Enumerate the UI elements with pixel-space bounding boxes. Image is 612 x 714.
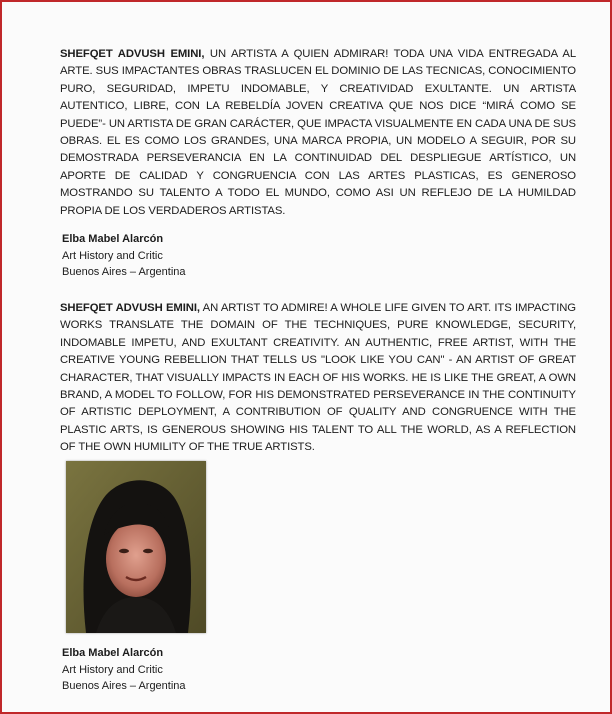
signature-role: Art History and Critic bbox=[62, 663, 163, 676]
spanish-text: UN ARTISTA A QUIEN ADMIRAR! TODA UNA VIDA ENTREGADA AL ARTE. SUS IMPACTANTES OBRAS TRASLUCEN EL DOMINIO DE LAS TECNICAS, CONOCIMIENTO PURO, SEGURIDAD, IMPETU INDOMABLE, Y CREATIVIDAD EXULTANTE. UN ARTISTA AUTENTICO, LIBRE, CON LA REBELDÍA JOVEN CREATIVA QUE NOS DICE “MIRÁ COMO SE PUEDE”- UN ARTISTA DE GRAN CARÁCTER, QUE IMPACTA VISUALMENTE EN CADA UNA DE SUS OBRAS. EL ES COMO LOS GRANDES, UNA MARCA PROPIA, UN MODELO A SEGUIR, POR SU DEMOSTRADA PERSEVERANCIA EN LA CONTINUIDAD DEL DESPLIEGUE ARTÍSTICO, UN APORTE DE CALIDAD Y CONGRUENCIA CON LAS ARTES PLASTICAS, ES GENEROSO MOSTRANDO SU TALENTO A TODO EL MUNDO, COMO ASI UN REFLEJO DE LA HUMILDAD PROPIA DE LOS VERDADEROS ARTISTAS. bbox=[60, 48, 577, 217]
portrait-photo bbox=[66, 461, 206, 633]
english-text: AN ARTIST TO ADMIRE! A WHOLE LIFE GIVEN TO ART. ITS IMPACTING WORKS TRANSLATE THE DOMAIN OF THE TECHNIQUES, PURE KNOWLEDGE, SECURITY, INDOMABLE IMPETU, AND EXULTANT CREATIVITY. AN AUTHENTIC, FREE ARTIST, WITH THE CREATIVE YOUNG REBELLION THAT TELLS US "LOOK LIKE YOU CAN" - AN ARTIST OF GREAT CHARACTER, THAT VISUALLY IMPACTS IN EACH OF HIS WORKS. HE IS LIKE THE GREAT, A OWN BRAND, A MODEL TO FOLLOW, FOR HIS DEMONSTRATED PERSEVERANCE IN THE CONTINUITY OF ARTISTIC DEPLOYMENT, A CONTRIBUTION OF QUALITY AND CONGRUENCE WITH THE PLASTIC ARTS, IS GENEROUS SHOWING HIS TALENT TO ALL THE WORLD, AS A REFLECTION OF THE OWN HUMILITY OF THE TRUE ARTISTS. bbox=[60, 302, 576, 454]
signature-place: Buenos Aires – Argentina bbox=[62, 680, 186, 692]
signature-name: Elba Mabel Alarcón bbox=[62, 647, 164, 659]
signature-block-top bbox=[62, 231, 186, 281]
signature-role: Art History and Critic bbox=[62, 249, 163, 262]
signature-name: Elba Mabel Alarcón bbox=[62, 233, 164, 245]
artist-name-en: SHEFQET ADVUSH EMINI, bbox=[60, 302, 200, 314]
portrait-image bbox=[66, 461, 206, 633]
artist-name-es: SHEFQET ADVUSH EMINI, bbox=[60, 48, 205, 60]
spanish-paragraph bbox=[60, 46, 576, 220]
english-paragraph bbox=[60, 300, 576, 457]
signature-place: Buenos Aires – Argentina bbox=[62, 266, 186, 278]
signature-block-bottom bbox=[62, 645, 186, 695]
